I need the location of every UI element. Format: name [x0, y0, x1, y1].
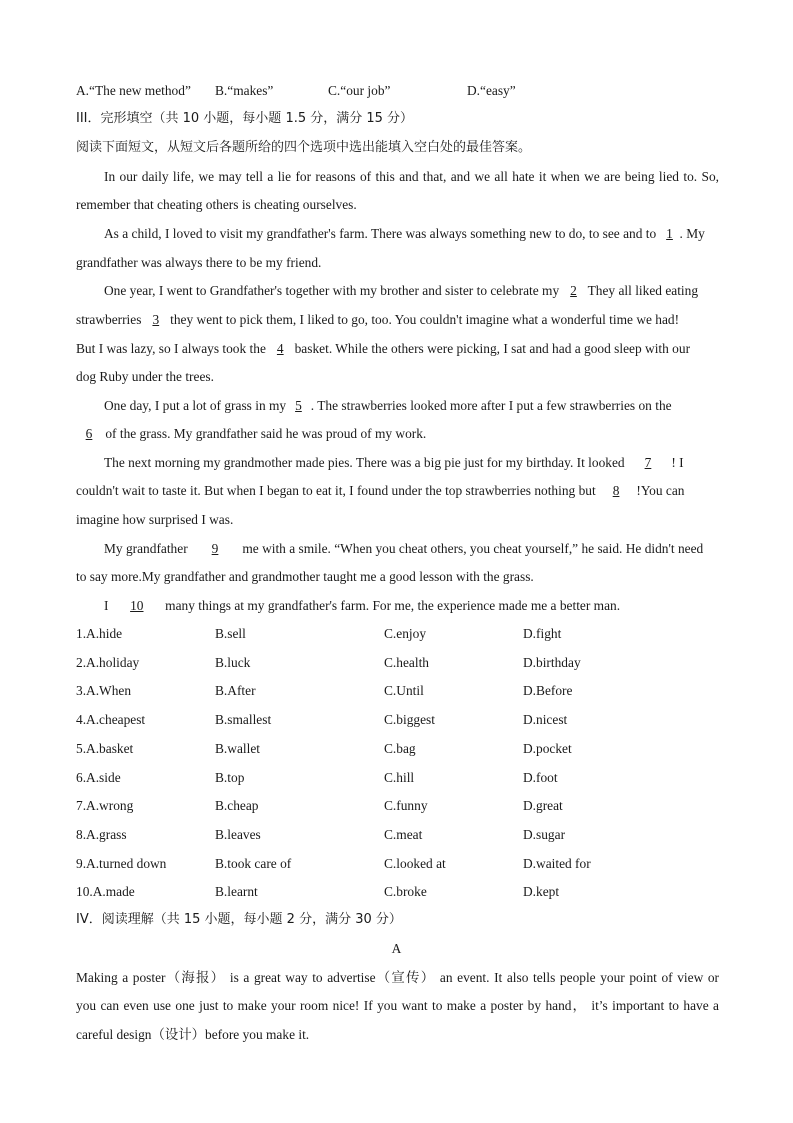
- passage-p1-line1: In our daily life, we may tell a lie for reasons of this and that, and we all hate it when we are being lied to. So,: [104, 169, 719, 184]
- reading-a-line2: you can even use one just to make your room nice! If you want to make a poster by hand， it’s important to have a: [76, 998, 719, 1013]
- passage-p3-line2: [76, 311, 719, 329]
- text: basket. While the others were picking, I sat and had a good sleep with our: [291, 341, 691, 356]
- blank-10[interactable]: 10: [130, 598, 144, 613]
- q9-option-c[interactable]: C.looked at: [384, 855, 446, 871]
- text: of the grass. My grandfather said he was proud of my work.: [102, 426, 427, 441]
- q2-option-d[interactable]: D.birthday: [523, 654, 581, 670]
- passage-p5-line2: [76, 482, 719, 500]
- blank-6[interactable]: 6: [85, 426, 93, 441]
- text: My grandfather: [104, 541, 192, 556]
- blank-5[interactable]: 5: [295, 398, 302, 413]
- q7-option-a[interactable]: 7.A.wrong: [76, 798, 134, 814]
- q5-option-d[interactable]: D.pocket: [523, 740, 572, 756]
- q1-option-d[interactable]: D.fight: [523, 626, 562, 641]
- blank-8[interactable]: 8: [612, 483, 620, 498]
- passage-p3-line3: [76, 340, 719, 358]
- q9-option-b[interactable]: B.took care of: [215, 855, 292, 871]
- text: ! I: [667, 455, 684, 470]
- q3-option-a[interactable]: 3.A.When: [76, 683, 132, 699]
- text: couldn't wait to taste it. But when I began to eat it, I found under the top strawberries nothing but: [76, 483, 600, 498]
- part-label: A: [391, 941, 402, 956]
- text: me with a smile. “When you cheat others, you cheat yourself,” he said. He didn't need: [239, 541, 704, 556]
- q10-option-d[interactable]: D.kept: [523, 884, 560, 900]
- q6-option-b[interactable]: B.top: [215, 769, 245, 785]
- q1-option-b[interactable]: B.sell: [215, 626, 246, 641]
- blank-1[interactable]: 1: [666, 226, 673, 241]
- text: !You can: [633, 483, 685, 498]
- blank-9[interactable]: 9: [211, 541, 219, 556]
- q7-option-d[interactable]: D.great: [523, 798, 563, 814]
- q3-option-b[interactable]: B.After: [215, 683, 256, 699]
- q8-option-c[interactable]: C.meat: [384, 826, 423, 842]
- q4-option-c[interactable]: C.biggest: [384, 712, 435, 728]
- prev-option-b[interactable]: B.“makes”: [215, 83, 274, 98]
- section4-heading: IV．阅读理解（共 15 小题，每小题 2 分，满分 30 分）: [76, 912, 402, 927]
- text: As a child, I loved to visit my grandfather's farm. There was always something new to do, to see and to: [104, 226, 660, 241]
- q10-option-b[interactable]: B.learnt: [215, 884, 258, 900]
- passage-p1-line2: remember that cheating others is cheating ourselves.: [76, 197, 357, 212]
- q2-option-b[interactable]: B.luck: [215, 654, 251, 670]
- passage-p6-line2: to say more.My grandfather and grandmother taught me a good lesson with the grass.: [76, 569, 534, 584]
- q10-option-a[interactable]: 10.A.made: [76, 884, 135, 900]
- prev-option-a[interactable]: A.“The new method”: [76, 83, 191, 98]
- reading-a-line1: Making a poster（海报） is a great way to advertise（宣传） an event. It also tells people your point of view or: [76, 970, 719, 985]
- question-row-5: [76, 740, 716, 758]
- passage-p3-line1: [104, 282, 719, 300]
- text: They all liked eating: [584, 283, 699, 298]
- passage-p2-line1: [104, 225, 719, 243]
- q6-option-a[interactable]: 6.A.side: [76, 769, 121, 785]
- passage-p6-line1: [104, 540, 719, 558]
- question-row-1: [76, 625, 716, 643]
- reading-a-line3: careful design（设计）before you make it.: [76, 1027, 310, 1042]
- q4-option-b[interactable]: B.smallest: [215, 712, 272, 728]
- text: The next morning my grandmother made pies. There was a big pie just for my birthday. It looked: [104, 455, 628, 470]
- section3-heading: III．完形填空（共 10 小题，每小题 1.5 分，满分 15 分）: [76, 111, 414, 126]
- blank-4[interactable]: 4: [276, 341, 284, 356]
- q9-option-d[interactable]: D.waited for: [523, 855, 591, 871]
- q9-option-a[interactable]: 9.A.turned down: [76, 855, 167, 871]
- q6-option-c[interactable]: C.hill: [384, 769, 415, 785]
- q8-option-b[interactable]: B.leaves: [215, 826, 261, 842]
- text: many things at my grandfather's farm. For me, the experience made me a better man.: [161, 598, 621, 613]
- text: One year, I went to Grandfather's together with my brother and sister to celebrate my: [104, 283, 563, 298]
- q4-option-a[interactable]: 4.A.cheapest: [76, 712, 146, 728]
- q2-option-a[interactable]: 2.A.holiday: [76, 654, 140, 670]
- text: I: [104, 598, 112, 613]
- question-row-6: [76, 769, 716, 787]
- question-row-9: [76, 855, 716, 873]
- section3-instruction: 阅读下面短文，从短文后各题所给的四个选项中选出能填入空白处的最佳答案。: [76, 140, 532, 155]
- text: But I was lazy, so I always took the: [76, 341, 270, 356]
- blank-2[interactable]: 2: [570, 283, 577, 298]
- question-row-10: [76, 883, 716, 901]
- passage-p4-line2: [76, 425, 719, 443]
- passage-p4-line1: [104, 397, 719, 415]
- question-row-8: [76, 826, 716, 844]
- passage-p2-line2: grandfather was always there to be my friend.: [76, 255, 322, 270]
- text: strawberries: [76, 312, 145, 327]
- text: they went to pick them, I liked to go, too. You couldn't imagine what a wonderful time we had!: [166, 312, 680, 327]
- q3-option-c[interactable]: C.Until: [384, 683, 424, 699]
- q8-option-d[interactable]: D.sugar: [523, 826, 566, 842]
- prev-option-c[interactable]: C.“our job”: [328, 83, 391, 98]
- q2-option-c[interactable]: C.health: [384, 654, 429, 670]
- question-row-2: [76, 654, 716, 672]
- q5-option-a[interactable]: 5.A.basket: [76, 740, 134, 756]
- passage-p5-line3: imagine how surprised I was.: [76, 512, 234, 527]
- text: . My: [679, 226, 705, 241]
- text: One day, I put a lot of grass in my: [104, 398, 290, 413]
- q4-option-d[interactable]: D.nicest: [523, 712, 568, 728]
- previous-question-options: [76, 82, 716, 100]
- passage-p3-line4: dog Ruby under the trees.: [76, 369, 214, 384]
- q5-option-c[interactable]: C.bag: [384, 740, 416, 756]
- text: . The strawberries looked more after I put a few strawberries on the: [307, 398, 672, 413]
- q1-option-a[interactable]: 1.A.hide: [76, 626, 123, 641]
- question-row-4: [76, 711, 716, 729]
- question-row-7: [76, 797, 716, 815]
- q3-option-d[interactable]: D.Before: [523, 683, 573, 699]
- q10-option-c[interactable]: C.broke: [384, 884, 427, 900]
- q5-option-b[interactable]: B.wallet: [215, 740, 260, 756]
- question-row-3: [76, 682, 716, 700]
- passage-p5-line1: [104, 454, 719, 472]
- blank-3[interactable]: 3: [152, 312, 160, 327]
- q1-option-c[interactable]: C.enjoy: [384, 626, 427, 641]
- prev-option-d[interactable]: D.“easy”: [467, 83, 516, 98]
- q8-option-a[interactable]: 8.A.grass: [76, 826, 127, 842]
- q7-option-b[interactable]: B.cheap: [215, 798, 259, 814]
- q7-option-c[interactable]: C.funny: [384, 798, 428, 814]
- q6-option-d[interactable]: D.foot: [523, 769, 558, 785]
- blank-7[interactable]: 7: [644, 455, 652, 470]
- passage-p7-line1: [104, 597, 719, 615]
